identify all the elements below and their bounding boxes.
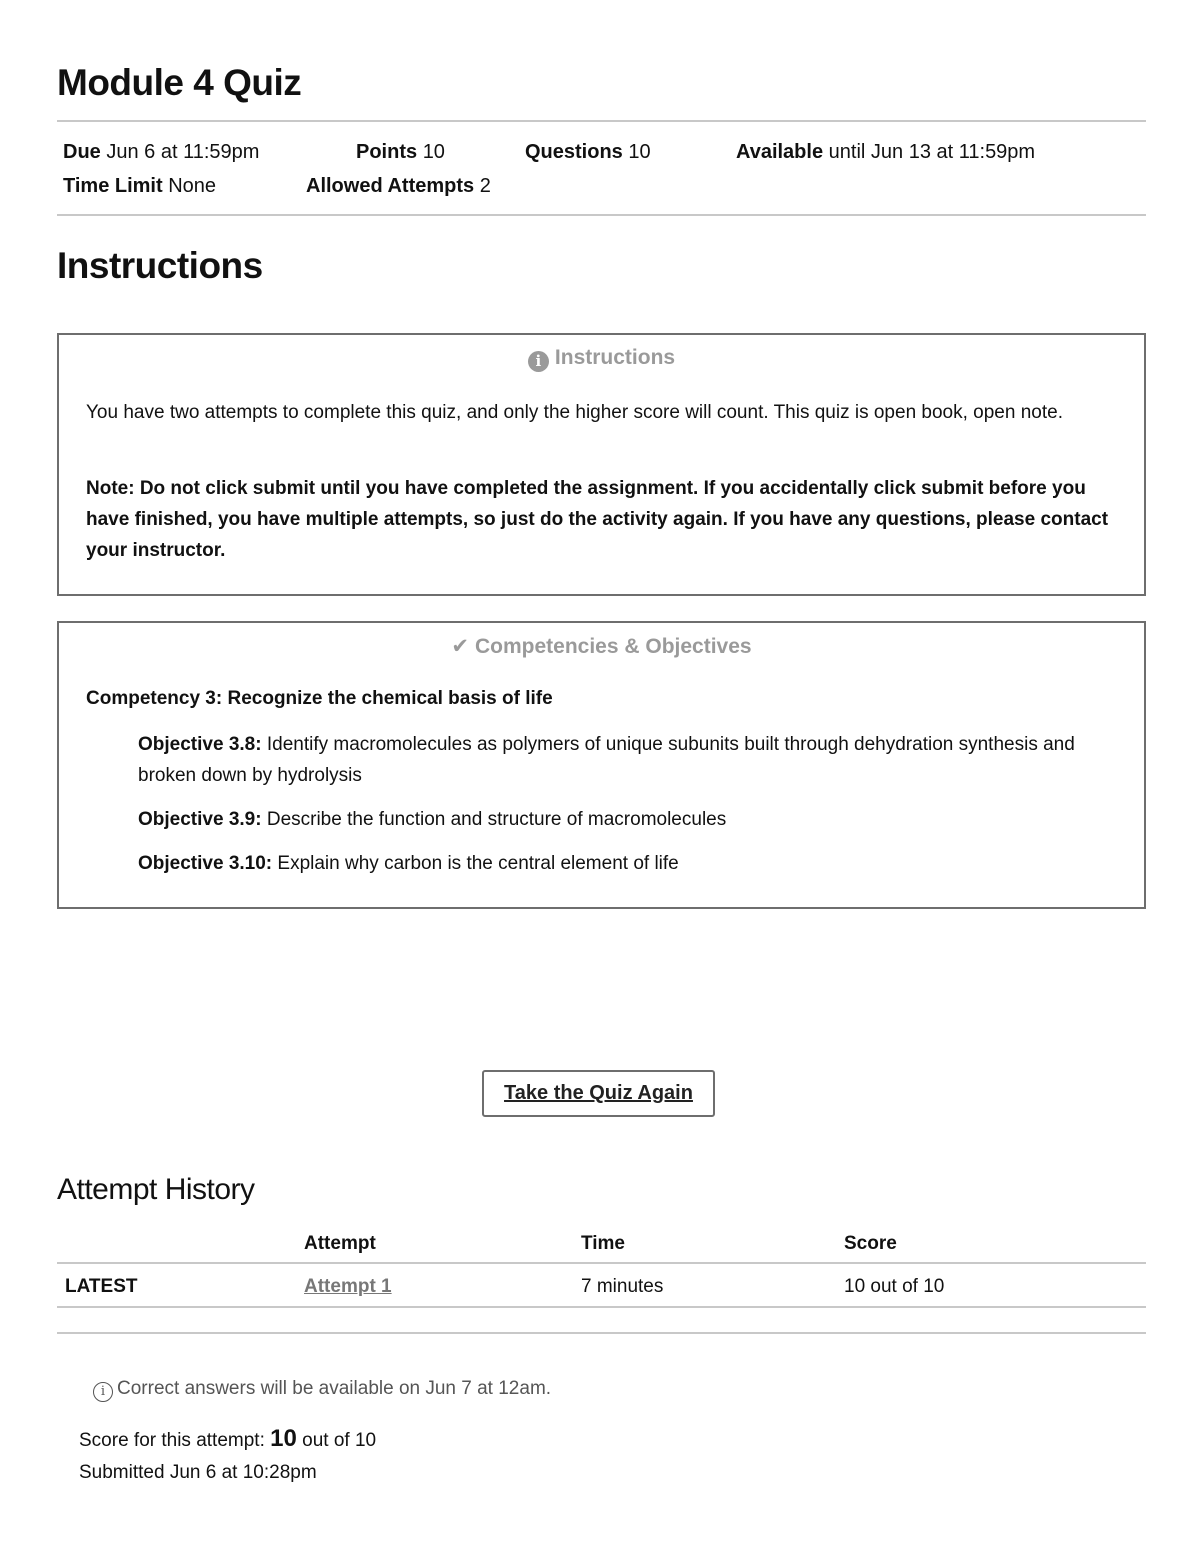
- allowed-attempts: [306, 175, 491, 198]
- attempt-time: 7 minutes: [581, 1276, 664, 1297]
- instructions-box-header: [59, 346, 1144, 372]
- objective-label: Objective 3.10:: [138, 853, 273, 874]
- latest-tag: LATEST: [65, 1276, 138, 1297]
- attempts-value: 2: [479, 175, 491, 197]
- instructions-box: [57, 333, 1146, 596]
- objective-item: [138, 729, 1078, 791]
- attempts-label: Allowed Attempts: [306, 175, 475, 197]
- availability: [736, 141, 1035, 164]
- score-prefix: Score for this attempt:: [79, 1430, 265, 1451]
- objective-label: Objective 3.9:: [138, 809, 262, 830]
- column-header-score: Score: [844, 1233, 897, 1254]
- questions-value: 10: [628, 141, 651, 163]
- points-label: Points: [356, 141, 418, 163]
- competencies-box-title: Competencies & Objectives: [475, 635, 752, 658]
- due-date: [63, 141, 259, 164]
- time-limit-value: None: [168, 175, 217, 197]
- objective-text: Explain why carbon is the central element of life: [277, 853, 679, 874]
- questions-label: Questions: [525, 141, 623, 163]
- objective-item: [138, 848, 1078, 879]
- info-icon: i: [528, 351, 549, 372]
- check-icon: ✔: [451, 635, 469, 658]
- take-quiz-again-button[interactable]: Take the Quiz Again: [482, 1070, 715, 1117]
- attempt-score: 10 out of 10: [844, 1276, 945, 1297]
- due-value: Jun 6 at 11:59pm: [106, 141, 260, 163]
- attempt-history-heading: Attempt History: [57, 1173, 255, 1206]
- objective-label: Objective 3.8:: [138, 734, 262, 755]
- submitted-timestamp: Submitted Jun 6 at 10:28pm: [79, 1462, 317, 1483]
- instructions-box-title: Instructions: [554, 346, 676, 369]
- correct-answers-text: Correct answers will be available on Jun 7 at 12am.: [117, 1378, 552, 1399]
- time-limit-label: Time Limit: [63, 175, 163, 197]
- score-value: 10: [270, 1425, 297, 1452]
- objective-text: Identify macromolecules as polymers of unique subunits built through dehydration synthesis and broken down by hydrolysis: [138, 734, 1075, 786]
- correct-answers-note: [93, 1378, 551, 1402]
- table-row-divider: [57, 1306, 1146, 1308]
- questions: [525, 141, 651, 164]
- instructions-paragraph: You have two attempts to complete this quiz, and only the higher score will count. This quiz is open book, open note.: [86, 402, 1063, 423]
- page-title: Module 4 Quiz: [57, 62, 302, 103]
- attempt-link[interactable]: Attempt 1: [304, 1276, 392, 1297]
- points-value: 10: [422, 141, 445, 163]
- available-label: Available: [736, 141, 824, 163]
- points: [356, 141, 445, 164]
- divider: [57, 120, 1146, 122]
- divider: [57, 214, 1146, 216]
- score-suffix: out of 10: [302, 1430, 377, 1451]
- instructions-note: Note: Do not click submit until you have completed the assignment. If you accidentally click submit before you have finished, you have multiple attempts, so just do the activity again. If you have any questions, please contact your instructor.: [86, 478, 1109, 561]
- competencies-box-header: [59, 634, 1144, 659]
- attempt-score-summary: [79, 1425, 376, 1453]
- objective-text: Describe the function and structure of macromolecules: [266, 809, 727, 830]
- divider: [57, 1332, 1146, 1334]
- due-label: Due: [63, 141, 101, 163]
- info-icon: i: [93, 1382, 113, 1402]
- available-value: until Jun 13 at 11:59pm: [828, 141, 1036, 163]
- competency-heading: Competency 3: Recognize the chemical basis of life: [86, 688, 553, 709]
- column-header-attempt: Attempt: [304, 1233, 376, 1254]
- instructions-heading: Instructions: [57, 245, 263, 286]
- competencies-box: [57, 621, 1146, 909]
- objective-item: [138, 804, 1078, 835]
- time-limit: [63, 175, 216, 198]
- table-header-divider: [57, 1262, 1146, 1264]
- column-header-time: Time: [581, 1233, 626, 1254]
